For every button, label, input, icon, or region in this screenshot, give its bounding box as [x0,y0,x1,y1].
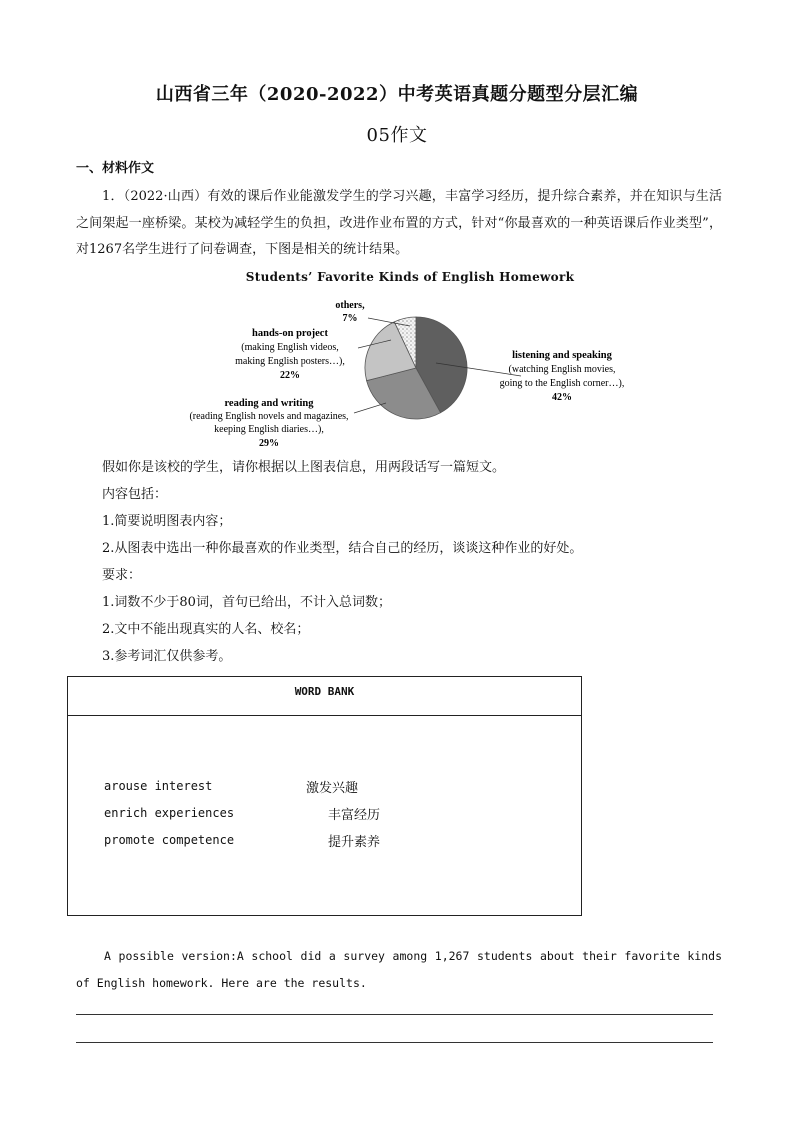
requirement-item-1: 1.词数不少于80词，首句已给出，不计入总词数； [102,595,391,610]
slice-label-hands-on-name: hands-on project [252,328,328,339]
content-heading: 内容包括： [102,487,168,502]
slice-label-others-value: 7% [342,313,358,324]
content-item-1: 1.简要说明图表内容； [102,514,232,529]
word-bank-en-3: promote competence [104,833,235,847]
slice-label-hands-on-value: 22% [280,370,300,381]
word-bank-zh-3: 提升素养 [328,835,381,850]
instruction-line: 假如你是该校的学生，请你根据以上图表信息，用两段话写一篇短文。 [102,460,506,475]
slice-label-listening-name: listening and speaking [512,350,612,361]
question-intro: 1．（2022·山西）有效的课后作业能激发学生的学习兴趣，丰富学习经历，提升综合素养，并在知识与生活之间架起一座桥梁。某校为减轻学生的负担，改进作业布置的方式，针对“你最喜欢的一种英语课后作业类型”，对1267名学生进行了问卷调查，下图是相关的统计结果。 [76,189,722,257]
answer-line-2 [76,1042,713,1043]
word-bank-en-2: enrich experiences [104,806,235,820]
requirements-heading: 要求： [102,568,142,583]
slice-label-hands-on-desc-2: making English posters…), [235,356,345,367]
chart-title: Students’ Favorite Kinds of English Homework [245,270,575,284]
requirement-item-3: 3.参考词汇仅供参考。 [102,649,232,664]
section-heading: 一、材料作文 [76,161,155,176]
slice-label-reading-desc-2: keeping English diaries…), [214,424,324,435]
slice-label-reading-value: 29% [259,438,279,448]
possible-version-text: A possible version:A school did a survey among 1,267 students about their favorite kinds of English homework. Here are the results. [76,949,722,990]
leader-line-reading [354,403,386,413]
requirement-item-2: 2.文中不能出现真实的人名、校名； [102,622,310,637]
word-bank-zh-1: 激发兴趣 [306,781,359,796]
word-bank-zh-2: 丰富经历 [328,808,381,823]
slice-label-listening-desc-2: going to the English corner…), [499,378,625,389]
pie-chart [150,288,670,448]
slice-label-listening-value: 42% [552,392,572,403]
page-subtitle: 05作文 [366,125,428,146]
page-title: 山西省三年（2020-2022）中考英语真题分题型分层汇编 [155,84,639,105]
answer-line-1 [76,1014,713,1015]
slice-label-hands-on-desc-1: (making English videos, [241,342,339,353]
word-bank-en-1: arouse interest [104,779,213,793]
slice-label-others-name: others, [335,300,365,311]
word-bank-heading: WORD BANK [68,677,581,716]
slice-label-listening-desc-1: (watching English movies, [508,364,616,375]
word-bank-box [67,676,582,916]
content-item-2: 2.从图表中选出一种你最喜欢的作业类型，结合自己的经历，谈谈这种作业的好处。 [102,541,583,556]
pie-slices [354,317,521,419]
slice-label-reading-desc-1: (reading English novels and magazines, [189,411,349,422]
slice-label-reading-name: reading and writing [224,398,314,409]
